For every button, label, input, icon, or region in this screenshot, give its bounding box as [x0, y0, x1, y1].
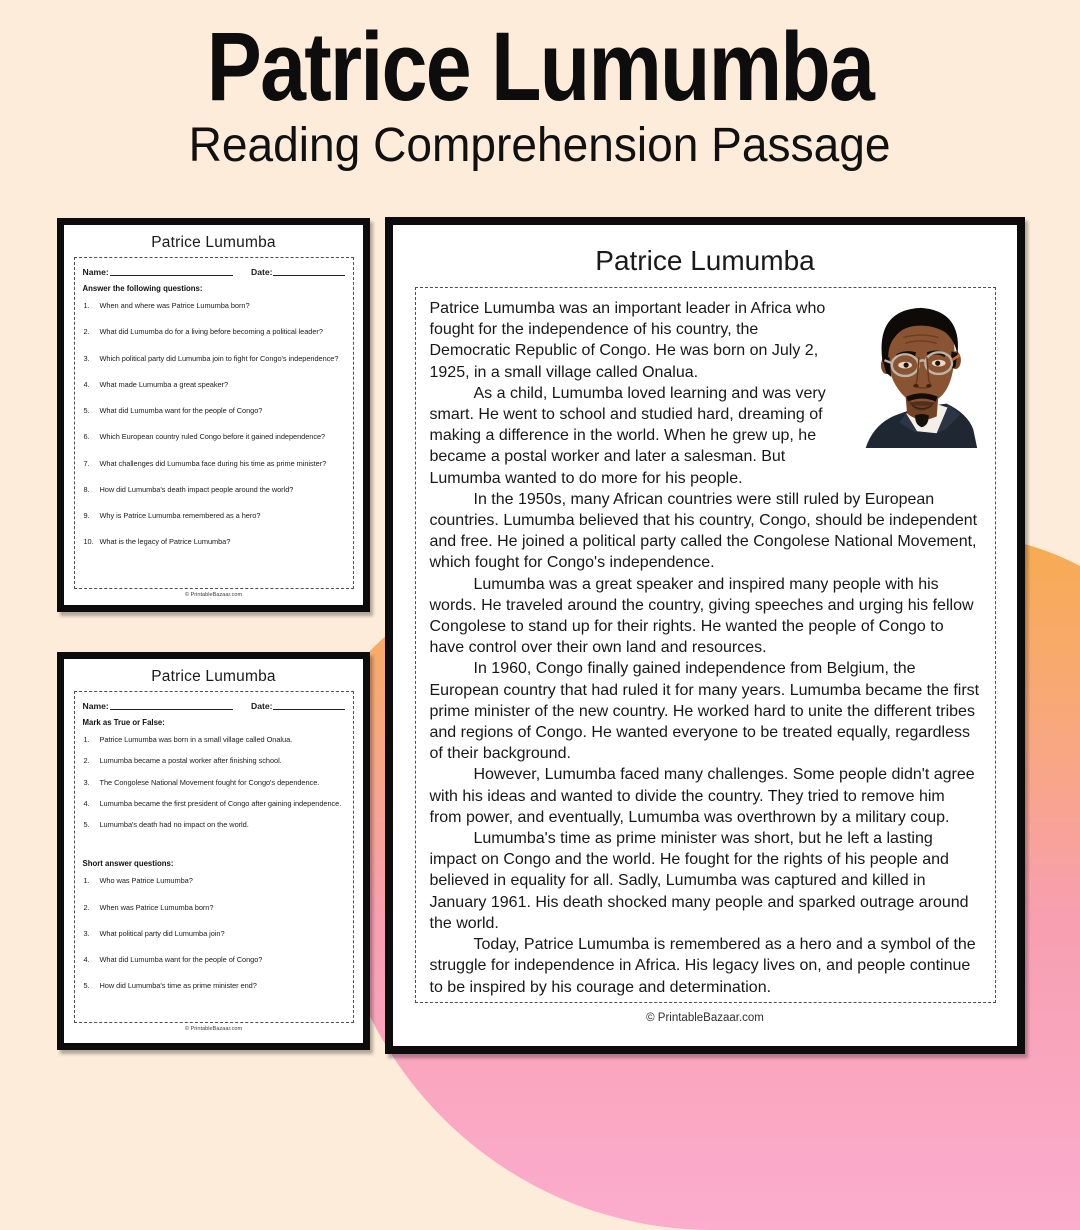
truefalse-list: [83, 735, 345, 829]
question-item: Why is Patrice Lumumba remembered as a hero?: [99, 511, 261, 520]
passage-paragraph: Today, Patrice Lumumba is remembered as a hero and a symbol of the struggle for independence in Africa. His legacy lives on, and people continue to be inspired by his courage and determination.: [429, 936, 976, 996]
passage-paragraph: Patrice Lumumba was an important leader in Africa who fought for the independence of his country, the Democratic Republic of Congo. He was born on July 2, 1925, in a small village called Onalua.: [429, 300, 826, 381]
truefalse-heading: Mark as True or False:: [82, 718, 165, 727]
copyright-credit: © PrintableBazaar.com: [184, 592, 243, 598]
short-answer-item: Who was Patrice Lumumba?: [99, 876, 193, 886]
cover-title: Patrice Lumumba: [206, 12, 874, 121]
passage-page: [385, 217, 1025, 1054]
truefalse-item: Patrice Lumumba was born in a small village called Onalua.: [99, 735, 293, 744]
name-date-row: [83, 264, 345, 277]
name-date-row: [83, 698, 345, 711]
question-item: Which political party did Lumumba join to fight for Congo's independence?: [99, 353, 339, 363]
passage-paragraph: Lumumba was a great speaker and inspired many people with his words. He traveled around the country, giving speeches and urging his fellow Congolese to stand up for their rights. He wanted the people of Congo to have control over their own land and resources.: [429, 575, 974, 657]
lumumba-portrait: [849, 298, 981, 448]
short-answer-list: [83, 876, 345, 990]
question-item: What challenges did Lumumba face during his time as prime minister?: [99, 458, 327, 468]
section-heading: Answer the following questions:: [82, 284, 203, 293]
truefalse-item: Lumumba became a postal worker after finishing school.: [99, 756, 282, 766]
lumumba-portrait-drawing: [849, 298, 981, 448]
worksheet-content-frame: [74, 691, 354, 1023]
question-item: What did Lumumba want for the people of Congo?: [99, 406, 263, 415]
worksheet-page-title: Patrice Lumumba: [151, 668, 276, 685]
short-answer-item: When was Patrice Lumumba born?: [99, 902, 214, 912]
truefalse-worksheet-page: [57, 652, 370, 1050]
question-item: When and where was Patrice Lumumba born?: [99, 301, 250, 310]
question-item: What is the legacy of Patrice Lumumba?: [99, 537, 231, 547]
name-label: Name:: [82, 267, 109, 277]
passage-page-title: Patrice Lumumba: [595, 245, 815, 276]
short-answer-item: What did Lumumba want for the people of Congo?: [99, 955, 263, 964]
question-item: How did Lumumba's death impact people around the world?: [99, 484, 294, 494]
passage-paragraph: In 1960, Congo finally gained independence from Belgium, the European country that had ruled it for many years. Lumumba became the first prime minister of the new country. He worked hard to unite the different tribes and regions of Congo. He wanted everyone to be treated equally, regardless of their background.: [429, 660, 980, 763]
short-answer-item: What political party did Lumumba join?: [99, 928, 225, 938]
passage-paragraph: Lumumba's time as prime minister was short, but he left a lasting impact on Congo and the world. He fought for the rights of his people and believed in equality for all. Sadly, Lumumba was captured and killed in January 1961. His death shocked many people and sparked outrage around the world.: [429, 830, 969, 932]
short-answer-heading: Short answer questions:: [82, 859, 174, 869]
worksheet-page-title: Patrice Lumumba: [151, 234, 276, 251]
cover-header: [0, 0, 1080, 173]
truefalse-item: Lumumba's death had no impact on the world.: [99, 820, 249, 829]
cover-subtitle: Reading Comprehension Passage: [189, 118, 891, 172]
copyright-credit: © PrintableBazaar.com: [646, 1012, 764, 1024]
short-answer-item: How did Lumumba's time as prime minister end?: [99, 981, 257, 991]
date-blank-line: [273, 709, 345, 710]
date-blank-line: [273, 275, 345, 276]
passage-paragraph: As a child, Lumumba loved learning and was very smart. He went to school and studied hard, dreaming of making a difference in the world. When he grew up, he became a postal worker and later a salesman. But Lumumba wanted to do more for his people.: [429, 384, 826, 487]
truefalse-item: The Congolese National Movement fought for Congo's dependence.: [99, 777, 320, 787]
name-blank-line: [110, 709, 233, 710]
name-blank-line: [110, 275, 233, 276]
truefalse-item: Lumumba became the first president of Congo after gaining independence.: [99, 798, 342, 808]
passage-paragraph: However, Lumumba faced many challenges. Some people didn't agree with his ideas and wanted to divide the country. They tried to remove him from power, and eventually, Lumumba was overthrown by a military coup.: [429, 766, 975, 826]
worksheet-content-frame: [74, 257, 354, 589]
date-label: Date:: [251, 267, 273, 277]
question-item: Which European country ruled Congo before it gained independence?: [99, 432, 326, 442]
name-label: Name:: [82, 701, 109, 711]
question-item: What made Lumumba a great speaker?: [99, 379, 229, 389]
question-list: [83, 301, 345, 547]
passage-content-frame: [415, 287, 996, 1003]
passage-paragraph: In the 1950s, many African countries were still ruled by European countries. Lumumba believed that his country, Congo, should be independent and free. He joined a political party called the Congolese National Movement, which fought for Congo's independence.: [429, 490, 978, 572]
question-item: What did Lumumba do for a living before becoming a political leader?: [99, 327, 323, 337]
date-label: Date:: [251, 701, 273, 711]
questions-worksheet-page: [57, 218, 370, 612]
copyright-credit: © PrintableBazaar.com: [184, 1026, 243, 1032]
